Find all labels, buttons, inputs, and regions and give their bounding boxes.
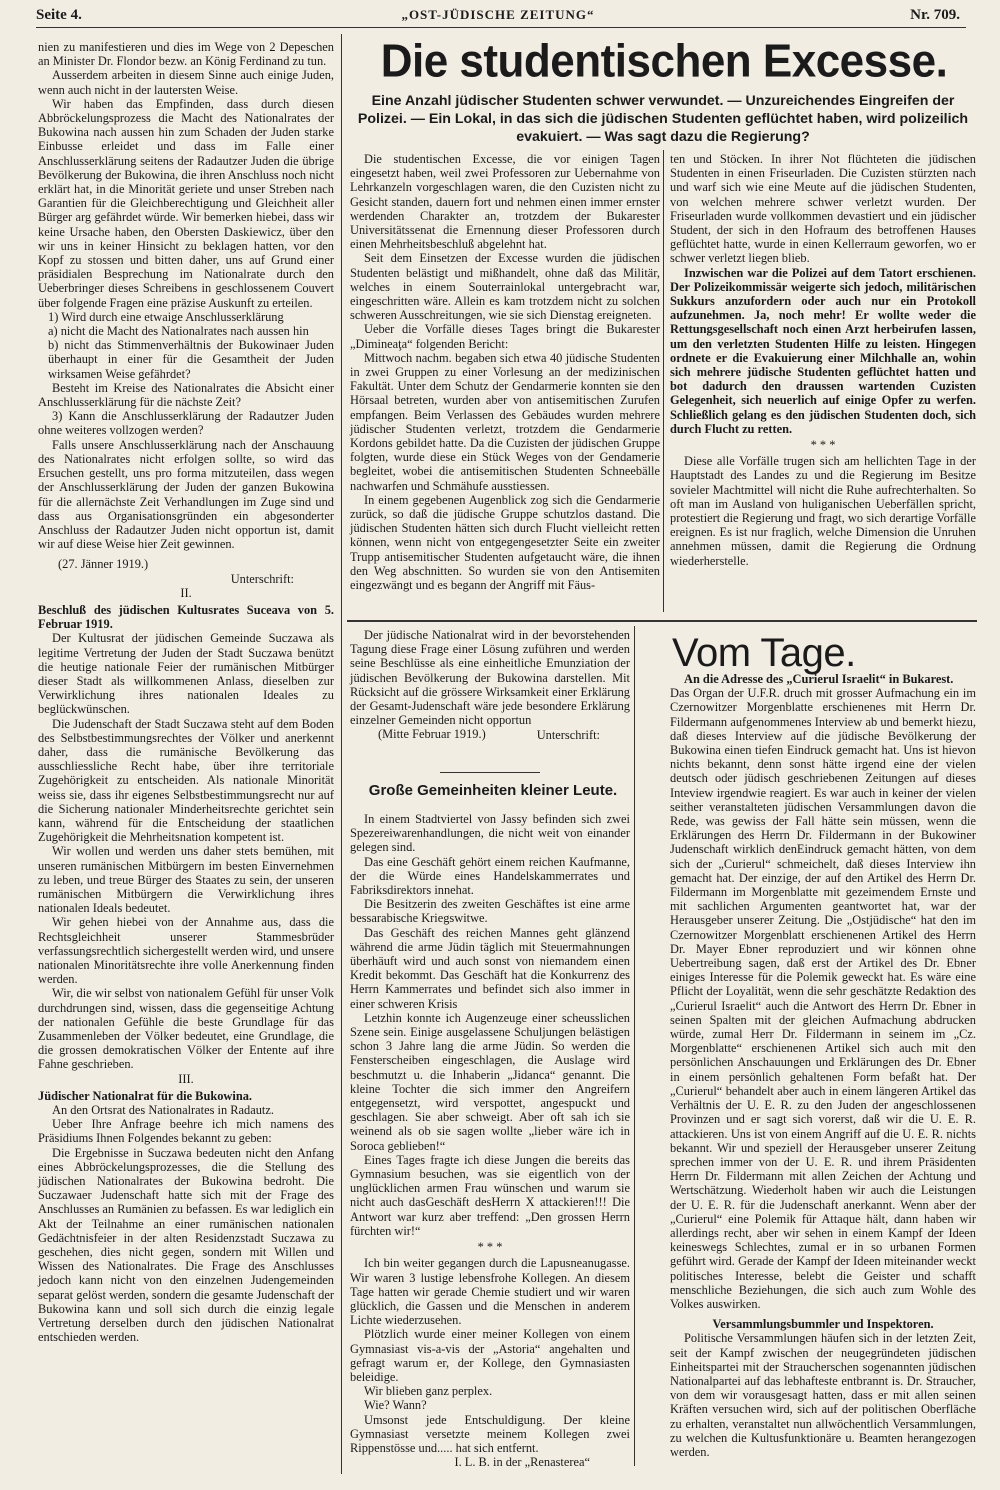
- question-item: b) nicht das Stimmenverhältnis der Bukowinaer Juden überhaupt in einer für die Gesamtheit der Juden wirksamen Weise gefährdet?: [48, 338, 334, 381]
- question-item: 1) Wird durch eine etwaige Anschlusserklärung: [48, 309, 284, 324]
- article-paragraph: Die studentischen Excesse, die vor einigen Tagen eingesetzt haben, weil zwei Professoren zur Uebernahme von Lehrkanzeln vorgeschlagen waren, die den Cuzisten nicht zu Gesicht standen, dauern fort und nehmen einen immer ernster werdenden Charakter an, trotzdem der Bukarester Universitätssenat die Ernennung dieser Professoren durch einen Mehrheitsbeschluß abgelehnt hat.: [350, 152, 660, 252]
- resolution-paragraph: Der Kultusrat der jüdischen Gemeinde Suczawa als legitime Vertretung der Juden der Stadt Suczawa benützt die heutige nationale Feier der rumänischen Mitbürger dieser Stadt als willkommenen Anlass, dieselben zur Verwirklichung ihres nationalen Ideales zu beglückwünschen.: [38, 631, 334, 717]
- news-paragraph: Das Organ der U.F.R. druch mit grosser Aufmachung ein im Czernowitzer Morgenblatte erschienenes mit Herrn Dr. Fildermann aufgenommenes Interview ab und bemerkt hiezu, daß dieses Interview auf die jüdische Bevölkerung der Bukowina einen tiefen Eindruck gemacht hat. Uns ist hievon nichts bekannt, denn sonst hätte irgend eine der vielen deutsch oder jüdisch geschriebenen Zeitungen auf dieses Inteview irgendwie reagiert. Es war auch in keiner der vielen seither veranstalteten jüdischen Versammlungen davon die Rede, was gewiss der Fall hätte sein müssen, wenn die Erklärungen des Herrn Dr. Fildermann in der Bukowiner Judenschaft wirklich denEindruck gemacht hätten, von dem sich der „Curierul“ schmeichelt, daß dieses Interview ihn gemacht hat. Der einzige, der auf den Artikel des Herrn Dr. Fildermann im Morgenblatte mit gezeimendem Ernste und mit sachlichen Argumenten geantwortet hat, war der Herausgeber unserer Zeitung. Die „Ostjüdische“ hat den im Czernowitzer Morgenblatt erschienenen Artikel des Herrn Dr. Mayer Ebner reproduziert und wir können ohne Uebertreibung sagen, daß erst der Artikel des Dr. Ebner einiges Interesse für die Polemik geweckt hat. Es wäre eine Pflicht der Loyalität, wenn die sehr geschätzte Redaktion des „Curierul Israelit“ auch die Antwort des Herrn Dr. Ebner in seinen Spalten mit der gleichen Aufmachung abdrucken würde, zumal Herr Dr. Fildermann in seinem im „Cz. Morgenblatte“ erschienenen Artikel sich auch mit den persönlichen Anschauungen und Erklärungen des Dr. Ebner in einem persönlich gehaltenen Form befaßt hat. Der „Curierul“ behandelt aber auch in einem längeren Artikel das Verhältnis der U. E. R. zu den Juden der angeschlossenen Provinzen und er sagt sich vorerst, daß wir die U. E. R. attackieren. Uns ist von einem Angriff auf die U. E. R. nichts bekannt. Wir und speziell der Herausgeber unserer Zeitung sprechen immer von der U. E. R. und ihrem Präsidenten Herrn Dr. Fildermann mit allen Zeichen der Achtung und Wertschätzung. Wiederholt haben wir auch die Leistungen der U. E. R. für die Judenschaft anerkannt. Wenn aber der „Curierul“ eine Polemik für Attaque hält, dann haben wir allerdings recht, aber wir sehen in einem Kampf der Ideen keineswegs Schlechtes, zumal er in so urbanen Formen geführt wird. Gerade der Kampf der Ideen miteinander weckt politisches Interesse, belebt die Geister und schafft menschliche Beziehungen, die sich auch zum Wohle des Volkes auswirken.: [670, 686, 976, 1311]
- question-item: Falls unsere Anschlusserklärung nach der Anschauung des Nationalrates nicht erfolgen sollte, so wird das Ersuchen gestellt, uns pro forma mitzuteilen, dass wegen der Anschlusserklärung der Juden der ganzen Bukowina für die allernächste Zeit Verhandlungen im Zuge sind und dass aus Organisationsgründen ein abgesonderter Anschluss der Radautzer Juden nicht opportun ist, damit wir auf diese Weise hier Zeit gewinnen.: [38, 437, 334, 552]
- intro-paragraph: Wir haben das Empfinden, dass durch diesen Abbröckelungsprozess die Macht des Nationalrates der Bukowina nach aussen hin zum Schaden der Juden starke Einbusse erleidet und dass im Falle einer Anschlusserklärung seitens der Radautzer Juden die übrige Bevölkerung der Bukowina, die ihren Anschluss noch nicht erklärt hat, in die Minorität geriete und unser Streben nach Garantien für die Gleichberechtigung und Gleichheit aller Bürger arg gefährdet würde. Wir bemerken hiebei, dass wir keine Ursache haben, den Obersten Daskiewicz, über den wir uns in keiner Hinsicht zu beklagen hatten, vor den Kopf zu stossen und bitten daher, uns auf Grund einer präsidialen Besprechung im Nationalrate durch den Ueberbringer dieses Schreibens in geschlossenem Couvert über folgende Fragen eine präzise Auskunft zu erteilen.: [38, 96, 334, 310]
- date-line: (Mitte Februar 1919.): [378, 727, 486, 742]
- intro-paragraph: nien zu manifestieren und dies im Wege von 2 Depeschen an Minister Dr. Flondor bezw. an König Ferdinand zu tun.: [38, 40, 334, 69]
- separator-stars: * * *: [477, 1240, 503, 1255]
- section-number: III.: [178, 1071, 194, 1086]
- story-paragraph: Plötzlich wurde einer meiner Kollegen von einem Gymnasiast vis-a-vis der „Astoria“ angehalten und gefragt warum er, der Kollege, den Gymnasiasten beleidige.: [350, 1327, 630, 1384]
- letter-paragraph: Ueber Ihre Anfrage beehre ich mich namens des Präsidiums Ihnen Folgendes bekannt zu geben:: [38, 1117, 334, 1146]
- news-heading: An die Adresse des „Curierul Israelit“ in Bukarest.: [684, 672, 954, 686]
- middle-column: [350, 628, 630, 778]
- story-paragraph: In einem Stadtviertel von Jassy befinden sich zwei Spezereiwarenhandlungen, die nicht weit von einander gelegen sind.: [350, 812, 630, 855]
- article-paragraph: In einem gegebenen Augenblick zog sich die Gendarmerie zurück, so daß die jüdische Gruppe schutzlos dastand. Die jüdischen Studenten hätten sich durch Flucht vielleicht retten können, wenn nicht von entgegengesetzter Seite ein zweiter Trupp antisemitischer Studenten aufgetaucht wäre, die ihnen den Weg abschnitten. So wurden sie von den Antisemiten eingezwängt und es begann der Angriff mit Fäus-: [350, 492, 660, 593]
- story-paragraph: Die Besitzerin des zweiten Geschäftes ist eine arme bessarabische Kriegswitwe.: [350, 897, 630, 926]
- section-rule: [347, 620, 977, 622]
- story-paragraph: Eines Tages fragte ich diese Jungen die bereits das Gymnasium besuchen, was sie eigentlich von der unglücklichen armen Frau wünschen und warum sie nicht auch dasGeschäft desHerrn X attackieren!!! Die Antwort war kurz aber treffend: „Den grossen Herrn fürchten wir!“: [350, 1152, 630, 1238]
- resolution-paragraph: Wir wollen und werden uns daher stets bemühen, mit unseren rumänischen Mitbürgern im besten Einvernehmen zu leben, und treue Bürger des Staates zu sein, der unseren rumänischen Mitbürgern die Verwirklichung ihres nationalen Ideals bedeutet.: [38, 844, 334, 916]
- question-item: 3) Kann die Anschlusserklärung der Radautzer Juden ohne weiteres vollzogen werden?: [38, 409, 334, 438]
- issue-number: Nr. 709.: [910, 7, 960, 23]
- council-paragraph: Der jüdische Nationalrat wird in der bevorstehenden Tagung diese Frage einer Lösung zuführen und werden seine Beschlüsse als eine einheitliche Emunziation der jüdischen Bevölkerung der Bukowina darstellen. Mit Rücksicht auf die grössere Wirksamkeit einer Erklärung der Gesamt-Judenschaft wäre jede besondere Erklärung einzelner Gemeinden nicht opportun: [350, 628, 630, 728]
- column-rule: [634, 626, 635, 1466]
- page-header: [36, 4, 960, 26]
- signature-line: Unterschrift:: [230, 571, 294, 586]
- letter-paragraph: Die Ergebnisse in Suczawa bedeuten nicht den Anfang eines Abbröckelungsprozesses, die die Stellung des jüdischen Nationalrates der Bukowina bedroht. Die Suczawaer Judenschaft hatte sich mit der Frage des Anschlusses an Rumänien zu befassen. Es war lediglich ein Akt der Teilnahme an einer rumänischen nationalen Gedächtnisfeier in der alten Residenzstadt Suczawa zu geschehen, dies nicht gegen, sondern mit Willen und Wissen des Nationalrates. Die Frage des Anschlusses jedoch kann nicht von den einzelnen Judengemeinden separat gelöst werden, sondern die gesamte Judenschaft der Bukowina kann und soll sich durch die einzig legale Vertretung derselben durch den jüdischen Nationalrat entschieden werden.: [38, 1145, 334, 1345]
- short-rule: [440, 772, 540, 773]
- news-paragraph: Politische Versammlungen häufen sich in der letzten Zeit, seit der Kampf zwischen der neugegründeten jüdischen Einheitspartei mit der Straucherschen sogenannten jüdischen Nationalpartei auf das lebhafteste entbrannt is. Dr. Straucher, von dem wir vorausgesagt hatten, dass er mit allen seinen Kräften versuchen wird, sich auf der politischen Oberfläche zu erhalten, veranstaltet nun allwöchentlich Versammlungen, zu welchen die Kultusfunktionäre u. Beamten herangezogen werden.: [670, 1331, 976, 1459]
- story-paragraph: Wir blieben ganz perplex.: [364, 1384, 493, 1399]
- question-item: Besteht im Kreise des Nationalrates die Absicht einer Anschlusserklärung für die nächste Zeit?: [38, 380, 334, 410]
- story-paragraph: Letzhin konnte ich Augenzeuge einer scheusslichen Szene sein. Einige ausgelassene Schuljungen belästigen schon 3 Jahre lang die arme Jüdin. So werden die Fensterscheiben eingeschlagen, die Auslage wird beschmutzt u. die Inhaberin „Jidanca“ genannt. Die kleine Tochter die sich immer den Angreifern entgegensetzt, wird verspottet, angespuckt und geschlagen. Sie aber schweigt. Aber oft sah ich sie weinend als ob sie sagen wollte „lieber wäre ich in Soroca geblieben!“: [350, 1010, 630, 1153]
- column-rule: [341, 34, 342, 1474]
- vom-tage-heading: Vom Tage.: [672, 631, 856, 675]
- story-paragraph: Ich bin weiter gegangen durch die Lapusneanugasse. Wir waren 3 lustige lebensfrohe Kollegen. An diesem Tage hatten wir gerade Chemie studiert und wir waren glücklich, die Gassen und die Menschen in anderem Lichte wiederzusehen.: [350, 1256, 630, 1328]
- article-paragraph: Seit dem Einsetzen der Excesse wurden die jüdischen Studenten belästigt und mißhandelt, ohne daß das Militär, welches in einem Souterrainlokal untergebracht war, eingeschritten wäre. Allein es kam trotzdem nicht zu solchen schweren Ausschreitungen, wie sie sich Dienstag ereigneten.: [350, 251, 660, 323]
- story-signature: I. L. B. in der „Renasterea“: [454, 1455, 590, 1470]
- story-paragraph: Das Geschäft des reichen Mannes geht glänzend während die arme Jüdin täglich mit Steuermahnungen überhäuft wird und auch sonst von niemandem einen Kredit bekommt. Das Geschäft hat die Konkurrenz des Herrn Kammerrates und befindet sich also immer in einer schweren Krisis: [350, 925, 630, 1011]
- page-number: Seite 4.: [36, 7, 82, 23]
- section-heading: Beschluß des jüdischen Kultusrates Suceava von 5. Februar 1919.: [38, 602, 334, 632]
- article-headline: Die studentischen Excesse.: [380, 35, 948, 88]
- article-column-b: [670, 152, 976, 612]
- article-subheadline: Eine Anzahl jüdischer Studenten schwer verwundet. — Unzureichendes Eingreifen der Polizei. — Ein Lokal, in das sich die jüdischen Studenten geflüchtet haben, wird polizeilich evakuiert. — Was sagt dazu die Regierung?: [357, 93, 969, 145]
- story-paragraph: Das eine Geschäft gehört einem reichen Kaufmanne, der die Würde eines Handelskammerrates und Fabriksdirektors innehat.: [350, 854, 630, 898]
- column-rule: [663, 150, 664, 612]
- article-paragraph: Inzwischen war die Polizei auf dem Tatort erschienen. Der Polizeikommissär weigerte sich jedoch, militärischen Sukkurs anzufordern oder auch nur ein Protokoll aufzunehmen. Ja, noch mehr! Er wollte weder die Rettungsgesellschaft noch einen Arzt herbeirufen lassen, um den verletzten Studenten Hilfe zu leisten. Hingegen ordnete er die Evakuierung einer Milchhalle an, wohin sich mehrere jüdische Studenten geflüchtet hatten und bot dadurch den draussen wartenden Cuzisten Gelegenheit, sich neuerlich auf einige Opfer zu werfen. Schließlich gelang es den jüdischen Studenten doch, sich durch Flucht zu retten.: [670, 265, 976, 436]
- date-line: (27. Jänner 1919.): [58, 557, 149, 572]
- story-column: [350, 812, 630, 1470]
- news-heading: Versammlungsbummler und Inspektoren.: [712, 1317, 934, 1332]
- intro-paragraph: Ausserdem arbeiten in diesem Sinne auch einige Juden, wenn auch nicht in der lautersten Weise.: [38, 68, 334, 97]
- article-paragraph: Mittwoch nachm. begaben sich etwa 40 jüdische Studenten in zwei Gruppen zu einer Vorlesung an der medizinischen Fakultät. Unter dem Schutz der Gendarmerie konnten sie den Hörsaal betreten, wurden aber von antisemitischen Zurufen empfangen. Beim Verlassen des Gebäudes wurden mehrere jüdischer Studenten verletzt, trotzdem die Gendarmerie Kordons gebildet hatte. Da die Cuzisten der jüdischen Gruppe folgten, wurde diese ein Stück Weges von der Gendamerie begleitet, wobei die antisemitischen Studenten Schneebälle nachwarfen und Schmähufe ausstiessen.: [350, 350, 660, 493]
- article-paragraph: Ueber die Vorfälle dieses Tages bringt die Bukarester „Dimineaţa“ folgenden Bericht:: [350, 322, 660, 351]
- resolution-paragraph: Wir gehen hiebei von der Annahme aus, dass die Rechtsgleichheit unserer Stammesbrüder verfassungsrechtlich sichergestellt werden wird, und unsere nationalen Minoritätsrechte ihre volle Anerkennung finden werden.: [38, 915, 334, 987]
- letter-paragraph: An den Ortsrat des Nationalrates in Radautz.: [52, 1103, 274, 1118]
- section-number: II.: [180, 585, 192, 600]
- questions-list: [38, 310, 334, 381]
- article-paragraph: ten und Stöcken. In ihrer Not flüchteten die jüdischen Studenten in einen Friseurladen. Die Cuzisten stürzten nach und warf sich wie eine Meute auf die jüdischen Studenten, von welchen mehrere schwer verletzt wurden. Der Friseurladen wurde vollkommen devastiert und ein jüdischer Student, der sich in den Hofraum des betroffenen Hauses geflüchtet hatte, wurde in einen Kellerraum geworfen, wo er schwer verletzt liegen blieb.: [670, 152, 976, 266]
- signature-line: Unterschrift:: [536, 727, 600, 742]
- story-heading: Große Gemeinheiten kleiner Leute.: [368, 782, 618, 799]
- question-item: a) nicht die Macht des Nationalrates nach aussen hin: [48, 324, 309, 339]
- right-column: [670, 672, 976, 1462]
- header-rule: [36, 27, 966, 28]
- newspaper-title: „OST-JÜDISCHE ZEITUNG“: [401, 7, 595, 22]
- resolution-paragraph: Die Judenschaft der Stadt Suczawa steht auf dem Boden des Selbstbestimmungsrechtes der Völker und anerkennt daher, dass die rumänische Bevölkerung das ausschliessliche Recht habe, über ihre territoriale Zugehörigkeit zu entscheiden. Als nationale Minorität weiss sie, dass ihr eigenes Selbstbestimmungsrecht nur auf die Sicherung nationaler Minderheitsrechte gerichtet sein kann, während für die Entscheidung der staatlichen Zugehörigkeit die Mehrheitsnation kompetent ist.: [38, 716, 334, 845]
- resolution-paragraph: Wir, die wir selbst von nationalem Gefühl für unser Volk durchdrungen sind, wissen, dass die gegenseitige Achtung der nationalen Gefühle die beste Grundlage für das Zusammenleben der Völker bedeutet, eine Grundlage, die die grossen demokratischen Völker der Entente auf ihre Fahne geschrieben.: [38, 986, 334, 1072]
- section-heading: Jüdischer Nationalrat für die Bukowina.: [38, 1088, 252, 1103]
- article-column-a: [350, 152, 660, 612]
- story-paragraph: Umsonst jede Entschuldigung. Der kleine Gymnasiast versetzte meinem Kollegen zwei Rippenstösse und..... hat sich entfernt.: [350, 1412, 630, 1455]
- separator-stars: * * *: [810, 438, 836, 453]
- article-paragraph: Diese alle Vorfälle trugen sich am hellichten Tage in der Hauptstadt des Landes zu und die Regierung im Besitze sovieler Machtmittel will nicht die Ruhe aufrechterhalten. So oft man im Ausland von huliganischen Ueberfällen spricht, protestiert die Regierung und fragt, wo sich derartige Vorfälle ereignen. Es ist nur fraglich, welche Dimension die Unruhen annehmen müssen, damit die Regierung die Ordnung wiederherstelle.: [670, 454, 976, 568]
- left-column: [38, 40, 334, 1470]
- story-paragraph: Wie? Wann?: [364, 1398, 427, 1413]
